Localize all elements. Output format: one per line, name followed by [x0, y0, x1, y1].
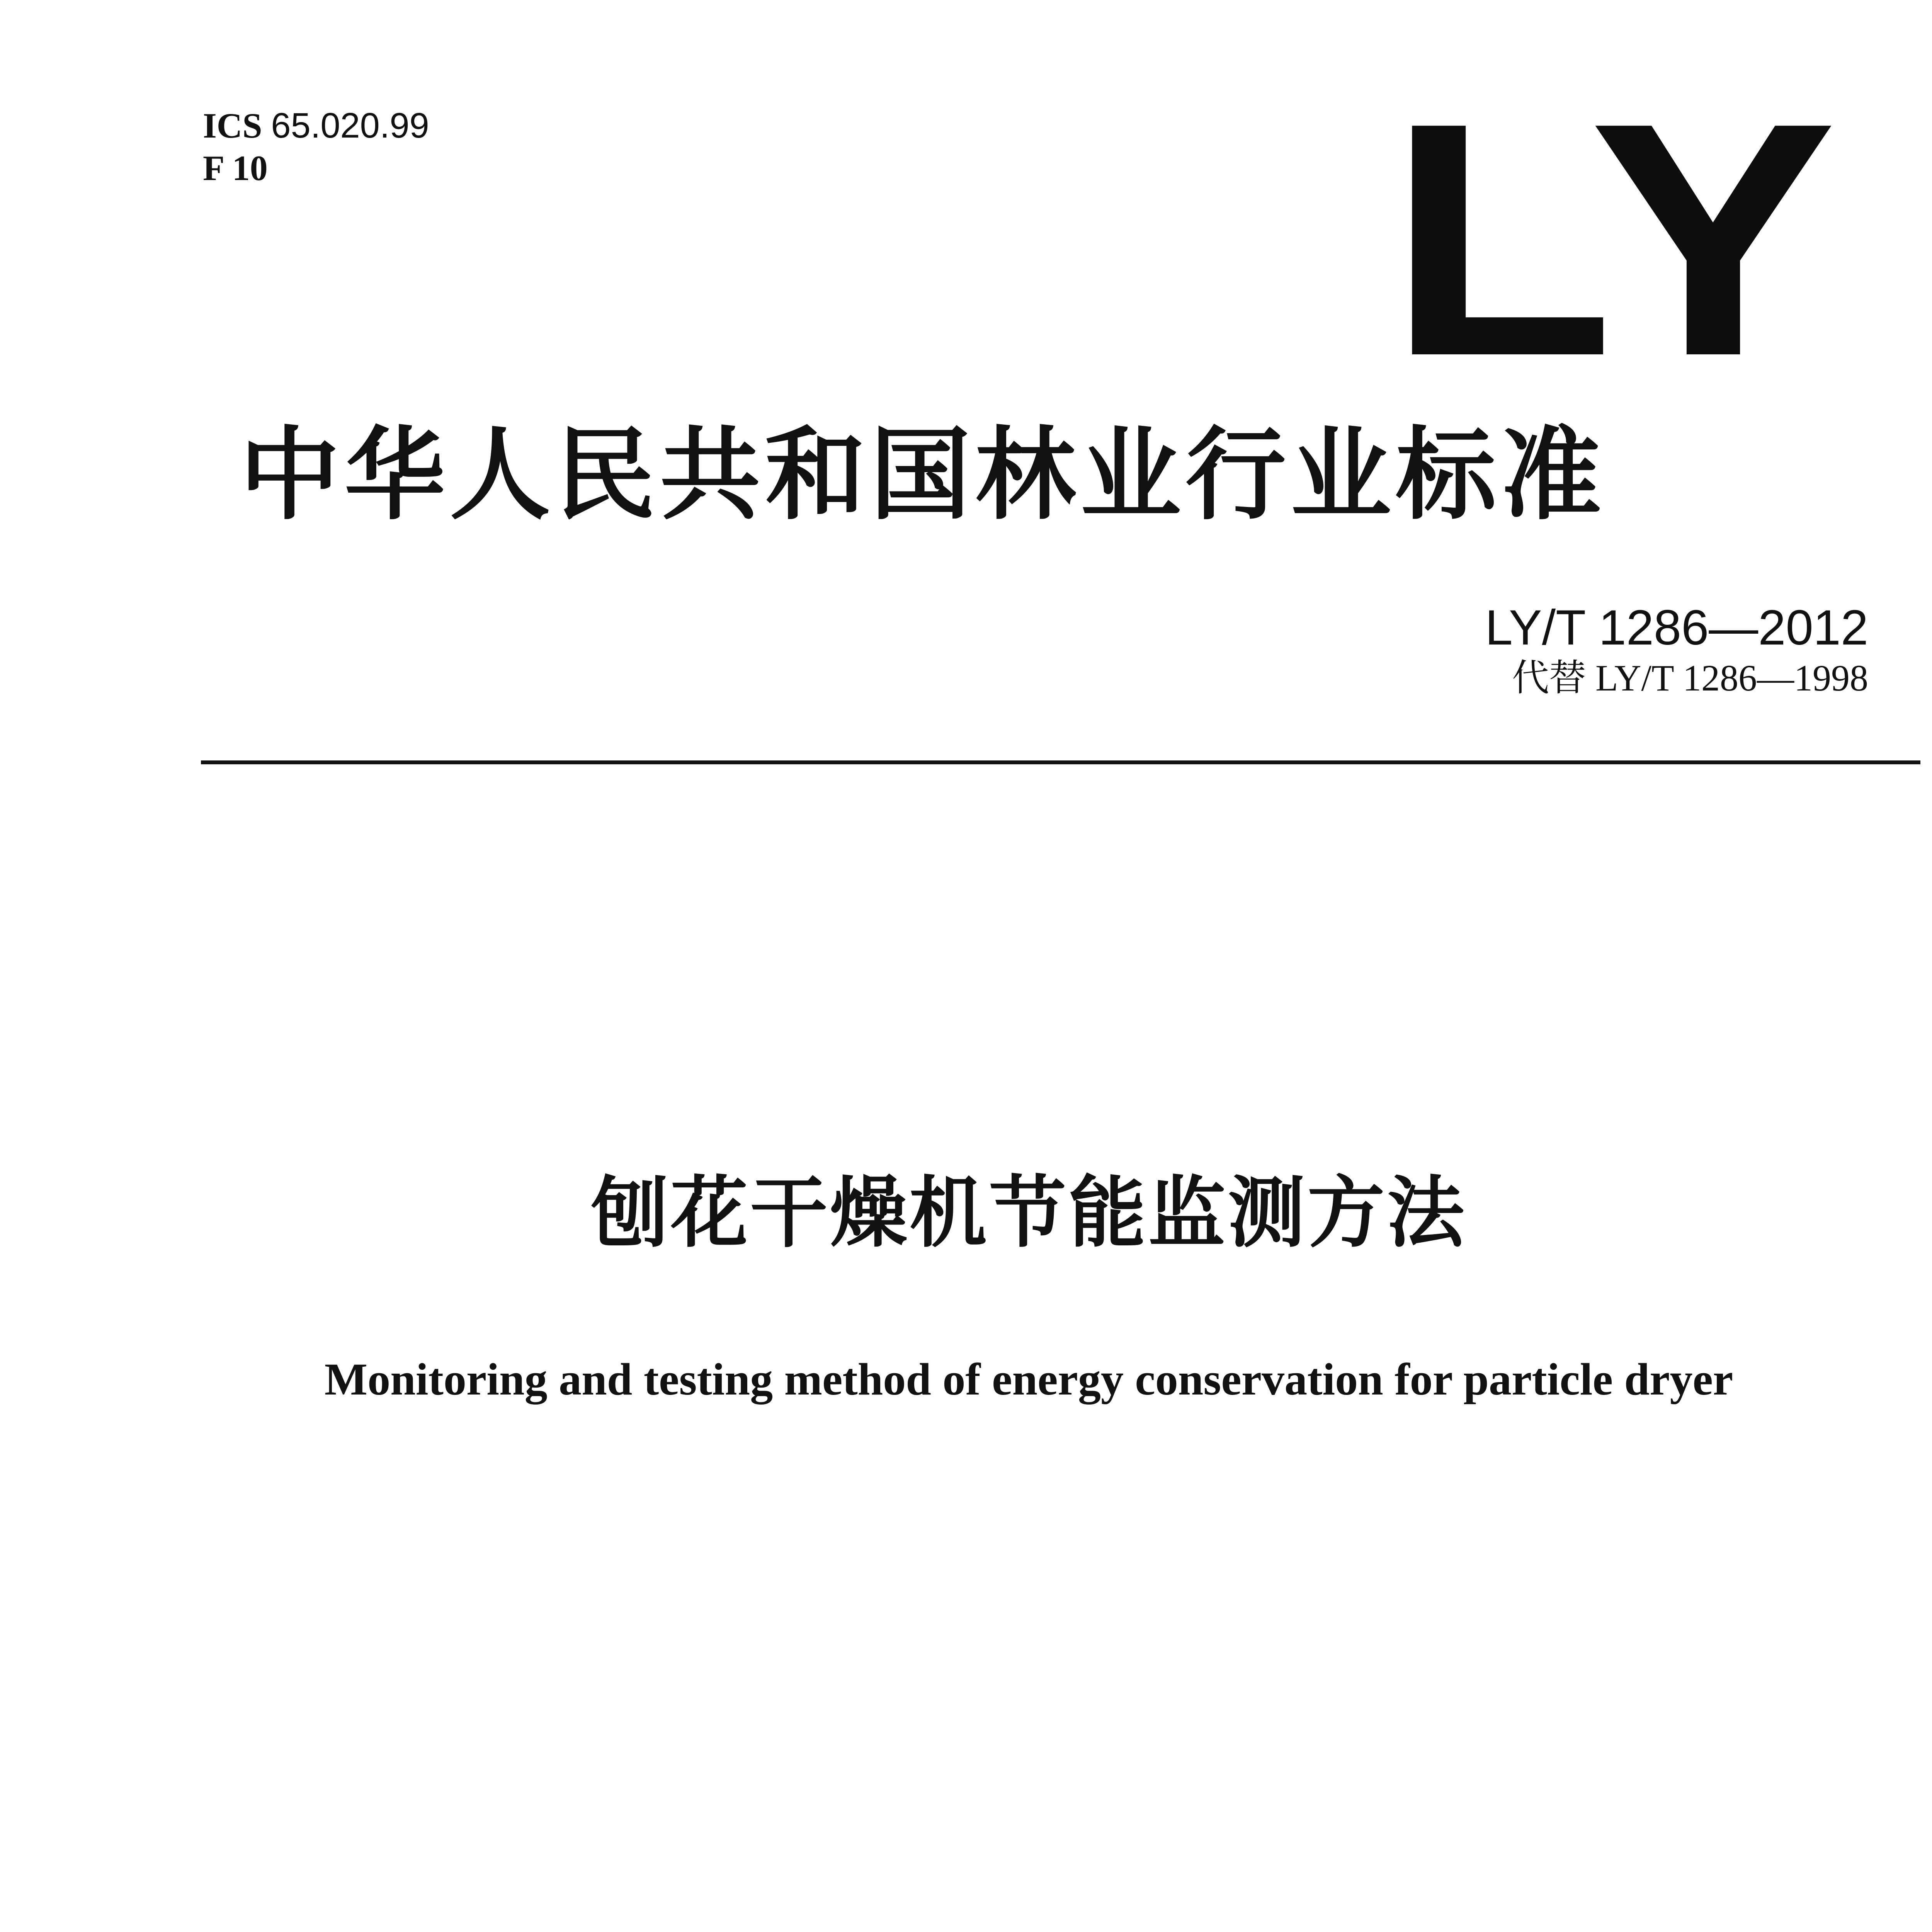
ics-label: ICS	[203, 106, 262, 145]
document-title-english: Monitoring and testing method of energy conservation for particle dryer	[324, 1354, 1733, 1405]
standard-number: LY/T 1286—2012	[1485, 600, 1868, 655]
ics-line	[203, 104, 429, 147]
ics-code: 65.020.99	[271, 106, 429, 145]
standard-title: 中华人民共和国林业行业标准	[240, 417, 1606, 534]
category-code: F 10	[203, 148, 268, 188]
classification-codes	[203, 104, 429, 189]
top-divider	[201, 760, 1920, 764]
replaces-standard: 代替 LY/T 1286—1998	[1512, 657, 1868, 699]
ly-logo: LY	[1387, 54, 1846, 425]
document-title-chinese: 刨花干燥机节能监测方法	[591, 1168, 1467, 1258]
